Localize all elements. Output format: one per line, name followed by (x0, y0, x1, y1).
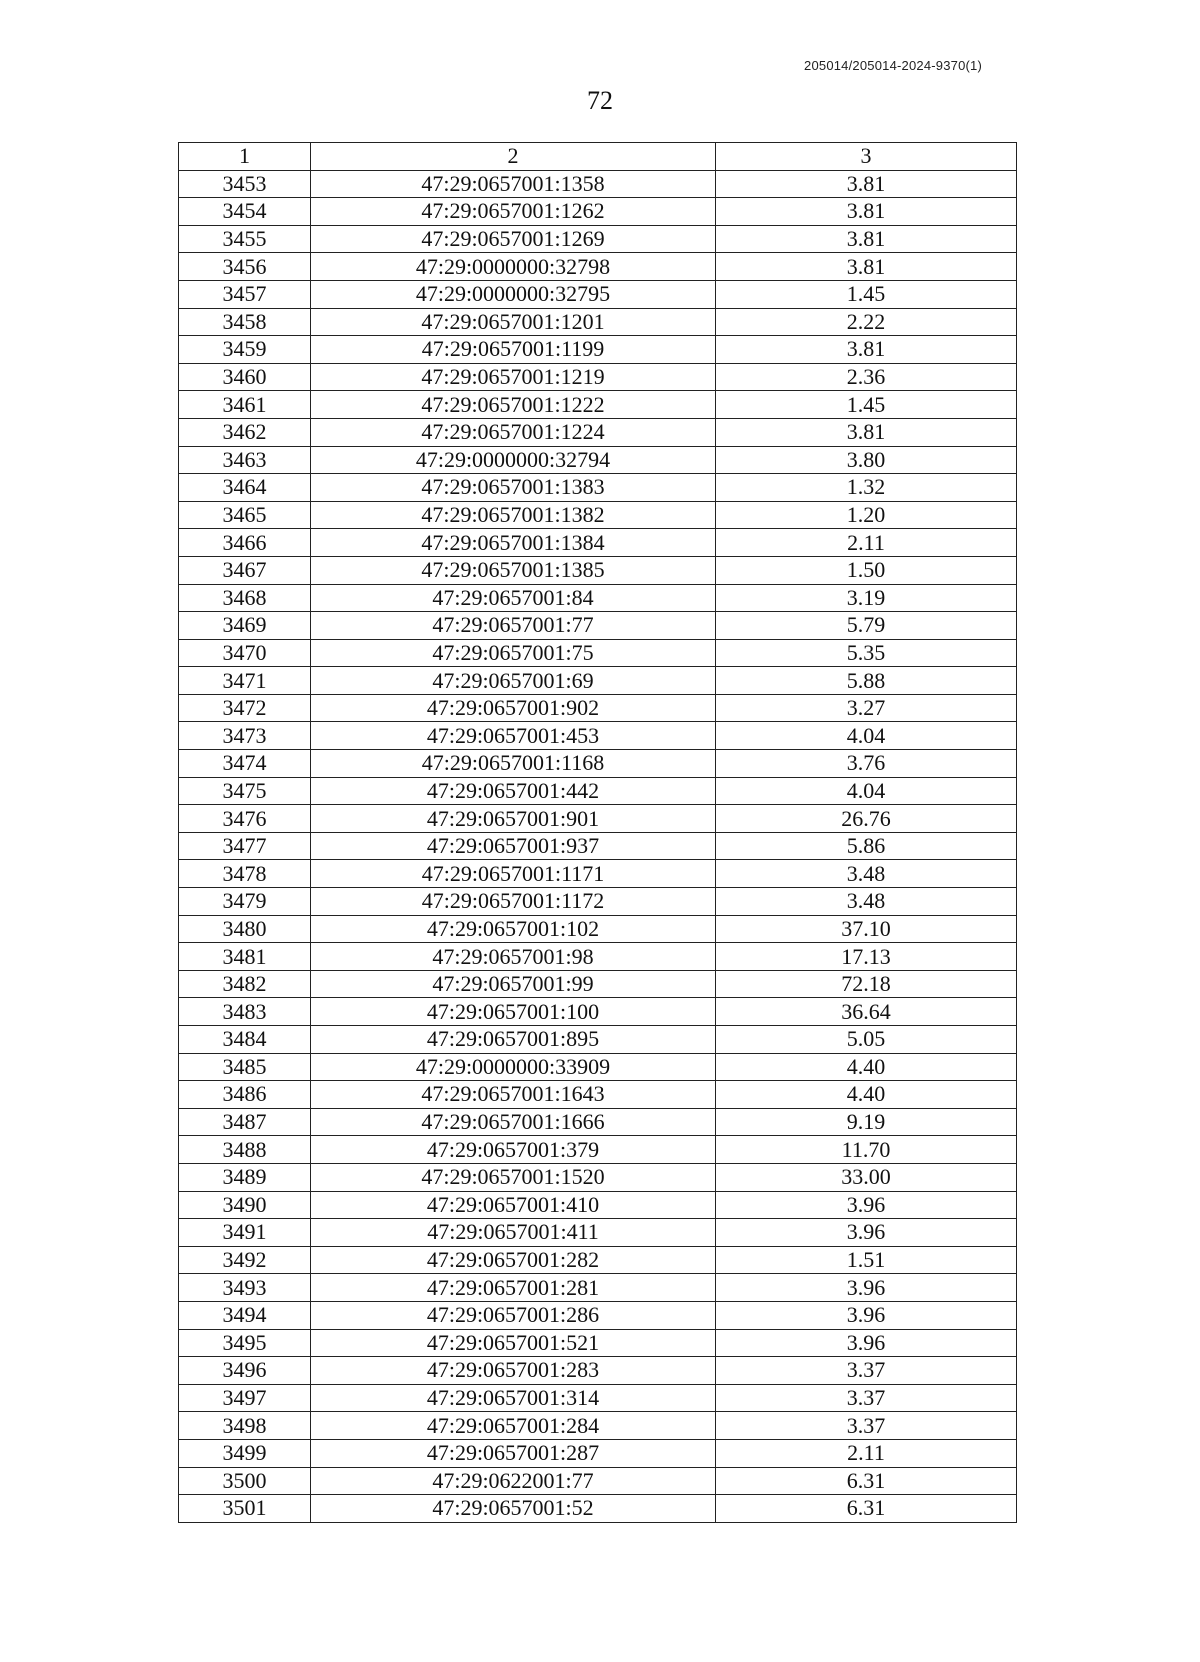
table-row (179, 1053, 1017, 1081)
row-number-cell: 3478 (179, 860, 311, 888)
table-row (179, 750, 1017, 778)
cadastral-number-cell: 47:29:0657001:287 (311, 1439, 716, 1467)
cadastral-number-cell: 47:29:0657001:1269 (311, 225, 716, 253)
value-cell: 3.27 (716, 694, 1017, 722)
cadastral-number-cell: 47:29:0000000:32798 (311, 253, 716, 281)
cadastral-number-cell: 47:29:0657001:1262 (311, 198, 716, 226)
document-id: 205014/205014-2024-9370(1) (804, 58, 982, 73)
cadastral-number-cell: 47:29:0657001:77 (311, 612, 716, 640)
row-number-cell: 3479 (179, 888, 311, 916)
table-row (179, 336, 1017, 364)
value-cell: 3.96 (716, 1274, 1017, 1302)
table-row (179, 1384, 1017, 1412)
value-cell: 1.45 (716, 280, 1017, 308)
value-cell: 26.76 (716, 805, 1017, 833)
cadastral-number-cell: 47:29:0657001:84 (311, 584, 716, 612)
row-number-cell: 3492 (179, 1246, 311, 1274)
cadastral-number-cell: 47:29:0000000:32795 (311, 280, 716, 308)
row-number-cell: 3465 (179, 501, 311, 529)
cadastral-number-cell: 47:29:0657001:1199 (311, 336, 716, 364)
table-row (179, 1136, 1017, 1164)
table-row (179, 1246, 1017, 1274)
row-number-cell: 3474 (179, 750, 311, 778)
table-row (179, 1191, 1017, 1219)
table-row (179, 1274, 1017, 1302)
value-cell: 3.81 (716, 418, 1017, 446)
table-row (179, 474, 1017, 502)
value-cell: 3.76 (716, 750, 1017, 778)
value-cell: 3.81 (716, 336, 1017, 364)
row-number-cell: 3498 (179, 1412, 311, 1440)
cadastral-number-cell: 47:29:0657001:410 (311, 1191, 716, 1219)
table-row (179, 308, 1017, 336)
value-cell: 5.88 (716, 667, 1017, 695)
row-number-cell: 3487 (179, 1108, 311, 1136)
value-cell: 3.81 (716, 225, 1017, 253)
value-cell: 3.81 (716, 170, 1017, 198)
row-number-cell: 3491 (179, 1219, 311, 1247)
table-row (179, 1081, 1017, 1109)
table-row (179, 805, 1017, 833)
table-row (179, 556, 1017, 584)
value-cell: 4.40 (716, 1053, 1017, 1081)
table-header-row (179, 143, 1017, 171)
row-number-cell: 3472 (179, 694, 311, 722)
table-row (179, 860, 1017, 888)
table-row (179, 943, 1017, 971)
row-number-cell: 3473 (179, 722, 311, 750)
row-number-cell: 3495 (179, 1329, 311, 1357)
table-row (179, 418, 1017, 446)
value-cell: 3.48 (716, 860, 1017, 888)
table-row (179, 1301, 1017, 1329)
row-number-cell: 3454 (179, 198, 311, 226)
value-cell: 3.37 (716, 1412, 1017, 1440)
cadastral-number-cell: 47:29:0657001:99 (311, 970, 716, 998)
cadastral-number-cell: 47:29:0657001:1383 (311, 474, 716, 502)
cadastral-number-cell: 47:29:0657001:1224 (311, 418, 716, 446)
row-number-cell: 3477 (179, 832, 311, 860)
table-row (179, 1439, 1017, 1467)
value-cell: 3.80 (716, 446, 1017, 474)
value-cell: 1.45 (716, 391, 1017, 419)
cadastral-number-cell: 47:29:0657001:52 (311, 1495, 716, 1523)
value-cell: 5.79 (716, 612, 1017, 640)
cadastral-number-cell: 47:29:0657001:98 (311, 943, 716, 971)
value-cell: 3.19 (716, 584, 1017, 612)
value-cell: 3.96 (716, 1301, 1017, 1329)
table-row (179, 391, 1017, 419)
cadastral-number-cell: 47:29:0000000:32794 (311, 446, 716, 474)
cadastral-number-cell: 47:29:0657001:282 (311, 1246, 716, 1274)
cadastral-number-cell: 47:29:0657001:100 (311, 998, 716, 1026)
row-number-cell: 3458 (179, 308, 311, 336)
table-row (179, 501, 1017, 529)
cadastral-number-cell: 47:29:0657001:521 (311, 1329, 716, 1357)
value-cell: 6.31 (716, 1495, 1017, 1523)
cadastral-number-cell: 47:29:0657001:901 (311, 805, 716, 833)
row-number-cell: 3496 (179, 1357, 311, 1385)
cadastral-number-cell: 47:29:0657001:286 (311, 1301, 716, 1329)
cadastral-number-cell: 47:29:0657001:895 (311, 1026, 716, 1054)
row-number-cell: 3475 (179, 777, 311, 805)
row-number-cell: 3497 (179, 1384, 311, 1412)
value-cell: 33.00 (716, 1163, 1017, 1191)
table-row (179, 1026, 1017, 1054)
cadastral-number-cell: 47:29:0657001:1219 (311, 363, 716, 391)
cadastral-number-cell: 47:29:0657001:69 (311, 667, 716, 695)
value-cell: 1.50 (716, 556, 1017, 584)
value-cell: 2.11 (716, 529, 1017, 557)
value-cell: 3.81 (716, 198, 1017, 226)
value-cell: 4.40 (716, 1081, 1017, 1109)
table-row (179, 832, 1017, 860)
column-header-1: 1 (179, 143, 311, 171)
row-number-cell: 3462 (179, 418, 311, 446)
cadastral-number-cell: 47:29:0657001:453 (311, 722, 716, 750)
data-table-container (178, 142, 1016, 1523)
row-number-cell: 3490 (179, 1191, 311, 1219)
table-row (179, 1467, 1017, 1495)
cadastral-number-cell: 47:29:0657001:1643 (311, 1081, 716, 1109)
row-number-cell: 3455 (179, 225, 311, 253)
value-cell: 72.18 (716, 970, 1017, 998)
value-cell: 1.51 (716, 1246, 1017, 1274)
table-row (179, 998, 1017, 1026)
row-number-cell: 3453 (179, 170, 311, 198)
row-number-cell: 3482 (179, 970, 311, 998)
table-row (179, 446, 1017, 474)
value-cell: 3.48 (716, 888, 1017, 916)
cadastral-number-cell: 47:29:0657001:1171 (311, 860, 716, 888)
table-row (179, 198, 1017, 226)
cadastral-number-cell: 47:29:0657001:1666 (311, 1108, 716, 1136)
table-row (179, 253, 1017, 281)
value-cell: 6.31 (716, 1467, 1017, 1495)
row-number-cell: 3464 (179, 474, 311, 502)
table-row (179, 1412, 1017, 1440)
table-row (179, 1163, 1017, 1191)
value-cell: 2.36 (716, 363, 1017, 391)
table-row (179, 667, 1017, 695)
row-number-cell: 3489 (179, 1163, 311, 1191)
row-number-cell: 3463 (179, 446, 311, 474)
value-cell: 4.04 (716, 722, 1017, 750)
table-row (179, 225, 1017, 253)
row-number-cell: 3476 (179, 805, 311, 833)
cadastral-number-cell: 47:29:0657001:937 (311, 832, 716, 860)
row-number-cell: 3456 (179, 253, 311, 281)
value-cell: 36.64 (716, 998, 1017, 1026)
cadastral-number-cell: 47:29:0657001:1384 (311, 529, 716, 557)
value-cell: 9.19 (716, 1108, 1017, 1136)
column-header-3: 3 (716, 143, 1017, 171)
row-number-cell: 3466 (179, 529, 311, 557)
row-number-cell: 3470 (179, 639, 311, 667)
data-table (178, 142, 1017, 1523)
value-cell: 2.11 (716, 1439, 1017, 1467)
row-number-cell: 3500 (179, 1467, 311, 1495)
cadastral-number-cell: 47:29:0657001:283 (311, 1357, 716, 1385)
cadastral-number-cell: 47:29:0657001:379 (311, 1136, 716, 1164)
row-number-cell: 3461 (179, 391, 311, 419)
cadastral-number-cell: 47:29:0657001:281 (311, 1274, 716, 1302)
page-number: 72 (587, 86, 613, 115)
cadastral-number-cell: 47:29:0657001:1201 (311, 308, 716, 336)
table-row (179, 612, 1017, 640)
row-number-cell: 3483 (179, 998, 311, 1026)
cadastral-number-cell: 47:29:0657001:1358 (311, 170, 716, 198)
value-cell: 3.96 (716, 1191, 1017, 1219)
row-number-cell: 3480 (179, 915, 311, 943)
value-cell: 3.96 (716, 1219, 1017, 1247)
row-number-cell: 3488 (179, 1136, 311, 1164)
row-number-cell: 3469 (179, 612, 311, 640)
value-cell: 3.81 (716, 253, 1017, 281)
row-number-cell: 3493 (179, 1274, 311, 1302)
table-body (179, 170, 1017, 1522)
table-row (179, 722, 1017, 750)
value-cell: 3.96 (716, 1329, 1017, 1357)
value-cell: 17.13 (716, 943, 1017, 971)
cadastral-number-cell: 47:29:0000000:33909 (311, 1053, 716, 1081)
table-row (179, 1108, 1017, 1136)
table-row (179, 363, 1017, 391)
table-row (179, 777, 1017, 805)
row-number-cell: 3460 (179, 363, 311, 391)
table-header (179, 143, 1017, 171)
cadastral-number-cell: 47:29:0657001:1382 (311, 501, 716, 529)
table-row (179, 1329, 1017, 1357)
value-cell: 3.37 (716, 1384, 1017, 1412)
cadastral-number-cell: 47:29:0657001:1385 (311, 556, 716, 584)
table-row (179, 170, 1017, 198)
cadastral-number-cell: 47:29:0657001:1520 (311, 1163, 716, 1191)
table-row (179, 1219, 1017, 1247)
row-number-cell: 3471 (179, 667, 311, 695)
cadastral-number-cell: 47:29:0657001:442 (311, 777, 716, 805)
table-row (179, 529, 1017, 557)
cadastral-number-cell: 47:29:0657001:411 (311, 1219, 716, 1247)
value-cell: 5.05 (716, 1026, 1017, 1054)
row-number-cell: 3484 (179, 1026, 311, 1054)
value-cell: 3.37 (716, 1357, 1017, 1385)
value-cell: 5.35 (716, 639, 1017, 667)
cadastral-number-cell: 47:29:0657001:1172 (311, 888, 716, 916)
row-number-cell: 3481 (179, 943, 311, 971)
row-number-cell: 3485 (179, 1053, 311, 1081)
table-row (179, 888, 1017, 916)
cadastral-number-cell: 47:29:0657001:284 (311, 1412, 716, 1440)
cadastral-number-cell: 47:29:0657001:1222 (311, 391, 716, 419)
row-number-cell: 3467 (179, 556, 311, 584)
row-number-cell: 3501 (179, 1495, 311, 1523)
row-number-cell: 3486 (179, 1081, 311, 1109)
cadastral-number-cell: 47:29:0657001:902 (311, 694, 716, 722)
value-cell: 11.70 (716, 1136, 1017, 1164)
value-cell: 2.22 (716, 308, 1017, 336)
row-number-cell: 3457 (179, 280, 311, 308)
table-row (179, 1357, 1017, 1385)
row-number-cell: 3459 (179, 336, 311, 364)
table-row (179, 915, 1017, 943)
table-row (179, 584, 1017, 612)
cadastral-number-cell: 47:29:0657001:1168 (311, 750, 716, 778)
table-row (179, 694, 1017, 722)
table-row (179, 280, 1017, 308)
column-header-2: 2 (311, 143, 716, 171)
cadastral-number-cell: 47:29:0622001:77 (311, 1467, 716, 1495)
cadastral-number-cell: 47:29:0657001:102 (311, 915, 716, 943)
cadastral-number-cell: 47:29:0657001:75 (311, 639, 716, 667)
row-number-cell: 3494 (179, 1301, 311, 1329)
value-cell: 1.32 (716, 474, 1017, 502)
value-cell: 37.10 (716, 915, 1017, 943)
cadastral-number-cell: 47:29:0657001:314 (311, 1384, 716, 1412)
table-row (179, 970, 1017, 998)
value-cell: 1.20 (716, 501, 1017, 529)
row-number-cell: 3468 (179, 584, 311, 612)
value-cell: 4.04 (716, 777, 1017, 805)
value-cell: 5.86 (716, 832, 1017, 860)
table-row (179, 639, 1017, 667)
row-number-cell: 3499 (179, 1439, 311, 1467)
table-row (179, 1495, 1017, 1523)
